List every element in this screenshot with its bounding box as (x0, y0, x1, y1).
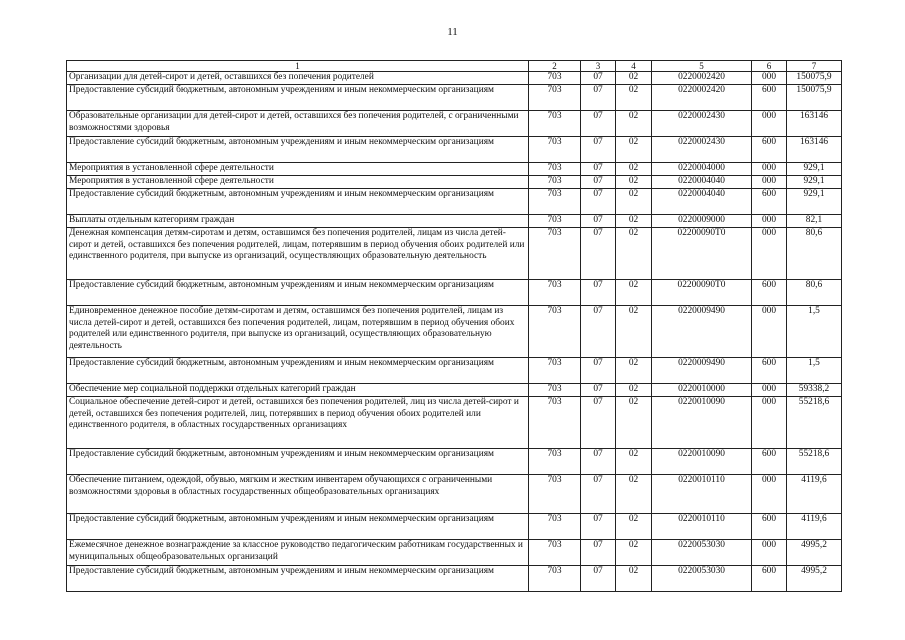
row-name-cell: Мероприятия в установленной сфере деятельности (67, 163, 529, 176)
row-col-6-cell: 000 (752, 176, 787, 189)
header-row (67, 61, 842, 72)
row-name-cell: Предоставление субсидий бюджетным, автономным учреждениям и иным некоммерческим организациям (67, 514, 529, 540)
table-row (67, 72, 842, 85)
header-col-1: 1 (67, 61, 529, 72)
row-col-5-cell: 0220010090 (652, 397, 752, 449)
row-col-3-cell: 07 (581, 85, 616, 111)
row-col-2-cell: 703 (529, 280, 581, 306)
row-col-7-cell: 55218,6 (787, 449, 842, 475)
row-col-3-cell: 07 (581, 540, 616, 566)
table-row (67, 176, 842, 189)
header-col-5: 5 (652, 61, 752, 72)
row-col-6-cell: 000 (752, 111, 787, 137)
row-name-cell: Образовательные организации для детей-сирот и детей, оставшихся без попечения родителей, с ограниченными возможностями здоровья (67, 111, 529, 137)
table-row (67, 163, 842, 176)
row-col-3-cell: 07 (581, 137, 616, 163)
row-name-cell: Предоставление субсидий бюджетным, автономным учреждениям и иным некоммерческим организациям (67, 280, 529, 306)
row-name-cell: Обеспечение мер социальной поддержки отдельных категорий граждан (67, 384, 529, 397)
row-col-6-cell: 600 (752, 137, 787, 163)
row-col-2-cell: 703 (529, 397, 581, 449)
row-col-4-cell: 02 (616, 280, 652, 306)
row-col-3-cell: 07 (581, 358, 616, 384)
row-col-6-cell: 600 (752, 514, 787, 540)
table-row (67, 215, 842, 228)
row-col-7-cell: 163146 (787, 137, 842, 163)
row-col-3-cell: 07 (581, 449, 616, 475)
row-col-7-cell: 150075,9 (787, 72, 842, 85)
row-name-cell: Предоставление субсидий бюджетным, автономным учреждениям и иным некоммерческим организациям (67, 449, 529, 475)
row-col-3-cell: 07 (581, 280, 616, 306)
row-col-7-cell: 55218,6 (787, 397, 842, 449)
row-col-2-cell: 703 (529, 137, 581, 163)
row-col-7-cell: 929,1 (787, 176, 842, 189)
row-col-4-cell: 02 (616, 85, 652, 111)
row-col-4-cell: 02 (616, 111, 652, 137)
header-col-4: 4 (616, 61, 652, 72)
row-col-5-cell: 0220010090 (652, 449, 752, 475)
row-col-5-cell: 0220009490 (652, 306, 752, 358)
table-row (67, 540, 842, 566)
row-col-4-cell: 02 (616, 72, 652, 85)
row-col-5-cell: 0220009000 (652, 215, 752, 228)
table-row (67, 306, 842, 358)
row-name-cell: Денежная компенсация детям-сиротам и детям, оставшимся без попечения родителей, лицам из числа детей-сирот и детей, оставшихся без попечения родителей, лицам, потерявшим в период обучения обоих родителей или единственного родителя, при выпуске из организаций, осуществляющих образовательную деятельность (67, 228, 529, 280)
row-col-2-cell: 703 (529, 514, 581, 540)
row-col-5-cell: 0220004040 (652, 189, 752, 215)
row-col-5-cell: 0220004040 (652, 176, 752, 189)
row-col-7-cell: 4995,2 (787, 540, 842, 566)
row-col-3-cell: 07 (581, 111, 616, 137)
row-col-7-cell: 163146 (787, 111, 842, 137)
row-col-5-cell: 0220002420 (652, 72, 752, 85)
row-col-7-cell: 80,6 (787, 280, 842, 306)
row-name-cell: Обеспечение питанием, одеждой, обувью, мягким и жестким инвентарем обучающихся с ограниченными возможностями здоровья в областных государственных общеобразовательных организациях (67, 475, 529, 514)
header-col-7: 7 (787, 61, 842, 72)
table-row (67, 85, 842, 111)
row-col-2-cell: 703 (529, 566, 581, 592)
row-col-7-cell: 4119,6 (787, 475, 842, 514)
row-col-3-cell: 07 (581, 72, 616, 85)
row-col-7-cell: 1,5 (787, 306, 842, 358)
row-name-cell: Предоставление субсидий бюджетным, автономным учреждениям и иным некоммерческим организациям (67, 358, 529, 384)
row-col-5-cell: 0220002430 (652, 137, 752, 163)
table-row (67, 280, 842, 306)
row-col-4-cell: 02 (616, 566, 652, 592)
row-name-cell: Выплаты отдельным категориям граждан (67, 215, 529, 228)
row-col-2-cell: 703 (529, 176, 581, 189)
row-col-7-cell: 929,1 (787, 163, 842, 176)
row-name-cell: Организации для детей-сирот и детей, оставшихся без попечения родителей (67, 72, 529, 85)
table-row (67, 358, 842, 384)
row-col-5-cell: 0220053030 (652, 540, 752, 566)
row-col-7-cell: 59338,2 (787, 384, 842, 397)
row-col-4-cell: 02 (616, 163, 652, 176)
row-col-4-cell: 02 (616, 540, 652, 566)
row-col-2-cell: 703 (529, 358, 581, 384)
row-col-4-cell: 02 (616, 384, 652, 397)
header-col-6: 6 (752, 61, 787, 72)
row-col-6-cell: 000 (752, 384, 787, 397)
page-number: 11 (447, 26, 458, 38)
row-col-5-cell: 02200090Т0 (652, 228, 752, 280)
row-col-5-cell: 0220002420 (652, 85, 752, 111)
row-col-4-cell: 02 (616, 189, 652, 215)
row-col-4-cell: 02 (616, 449, 652, 475)
table-row (67, 397, 842, 449)
row-col-3-cell: 07 (581, 163, 616, 176)
row-col-2-cell: 703 (529, 306, 581, 358)
row-col-2-cell: 703 (529, 85, 581, 111)
header-col-2: 2 (529, 61, 581, 72)
row-col-6-cell: 600 (752, 85, 787, 111)
row-col-7-cell: 4119,6 (787, 514, 842, 540)
row-col-7-cell: 82,1 (787, 215, 842, 228)
row-col-7-cell: 4995,2 (787, 566, 842, 592)
row-col-4-cell: 02 (616, 228, 652, 280)
row-col-6-cell: 600 (752, 566, 787, 592)
row-col-6-cell: 000 (752, 215, 787, 228)
row-col-4-cell: 02 (616, 176, 652, 189)
table-row (67, 449, 842, 475)
row-col-4-cell: 02 (616, 397, 652, 449)
row-name-cell: Единовременное денежное пособие детям-сиротам и детям, оставшимся без попечения родителей, лицам из числа детей-сирот и детей, оставшихся без попечения родителей, лицам, потерявшим в период обучения обоих родителей или единственного родителя, при выпуске из организаций, осуществляющих образовательную деятельность (67, 306, 529, 358)
row-col-5-cell: 0220010110 (652, 475, 752, 514)
budget-table (66, 60, 842, 592)
row-col-6-cell: 600 (752, 449, 787, 475)
row-col-6-cell: 000 (752, 397, 787, 449)
row-col-4-cell: 02 (616, 358, 652, 384)
row-col-7-cell: 80,6 (787, 228, 842, 280)
row-col-5-cell: 0220010110 (652, 514, 752, 540)
table-row (67, 566, 842, 592)
row-col-5-cell: 0220004000 (652, 163, 752, 176)
row-col-7-cell: 929,1 (787, 189, 842, 215)
row-col-6-cell: 000 (752, 228, 787, 280)
row-col-4-cell: 02 (616, 306, 652, 358)
row-col-3-cell: 07 (581, 397, 616, 449)
row-col-3-cell: 07 (581, 384, 616, 397)
row-col-4-cell: 02 (616, 215, 652, 228)
row-col-6-cell: 600 (752, 280, 787, 306)
row-col-3-cell: 07 (581, 176, 616, 189)
row-col-6-cell: 000 (752, 163, 787, 176)
row-col-6-cell: 600 (752, 358, 787, 384)
row-col-4-cell: 02 (616, 514, 652, 540)
row-col-2-cell: 703 (529, 72, 581, 85)
row-col-2-cell: 703 (529, 449, 581, 475)
row-col-3-cell: 07 (581, 306, 616, 358)
table-row (67, 228, 842, 280)
table-row (67, 111, 842, 137)
row-col-6-cell: 600 (752, 189, 787, 215)
row-col-5-cell: 0220009490 (652, 358, 752, 384)
row-col-5-cell: 0220053030 (652, 566, 752, 592)
row-name-cell: Предоставление субсидий бюджетным, автономным учреждениям и иным некоммерческим организациям (67, 137, 529, 163)
row-col-3-cell: 07 (581, 514, 616, 540)
row-col-6-cell: 000 (752, 540, 787, 566)
row-col-3-cell: 07 (581, 228, 616, 280)
header-col-3: 3 (581, 61, 616, 72)
table-row (67, 514, 842, 540)
row-name-cell: Предоставление субсидий бюджетным, автономным учреждениям и иным некоммерческим организациям (67, 189, 529, 215)
table-row (67, 189, 842, 215)
row-col-2-cell: 703 (529, 215, 581, 228)
row-col-6-cell: 000 (752, 72, 787, 85)
row-name-cell: Мероприятия в установленной сфере деятельности (67, 176, 529, 189)
row-col-4-cell: 02 (616, 475, 652, 514)
table-row (67, 137, 842, 163)
table-row (67, 384, 842, 397)
row-col-3-cell: 07 (581, 475, 616, 514)
row-col-5-cell: 0220010000 (652, 384, 752, 397)
row-col-2-cell: 703 (529, 228, 581, 280)
row-col-7-cell: 150075,9 (787, 85, 842, 111)
row-col-2-cell: 703 (529, 189, 581, 215)
table-row (67, 475, 842, 514)
row-name-cell: Предоставление субсидий бюджетным, автономным учреждениям и иным некоммерческим организациям (67, 566, 529, 592)
row-col-3-cell: 07 (581, 566, 616, 592)
row-col-5-cell: 0220002430 (652, 111, 752, 137)
row-col-3-cell: 07 (581, 189, 616, 215)
row-col-5-cell: 02200090Т0 (652, 280, 752, 306)
row-name-cell: Ежемесячное денежное вознаграждение за классное руководство педагогическим работникам государственных и муниципальных общеобразовательных организаций (67, 540, 529, 566)
row-col-7-cell: 1,5 (787, 358, 842, 384)
row-col-2-cell: 703 (529, 111, 581, 137)
row-col-6-cell: 000 (752, 306, 787, 358)
row-col-3-cell: 07 (581, 215, 616, 228)
row-col-2-cell: 703 (529, 384, 581, 397)
row-col-2-cell: 703 (529, 475, 581, 514)
row-name-cell: Предоставление субсидий бюджетным, автономным учреждениям и иным некоммерческим организациям (67, 85, 529, 111)
row-col-2-cell: 703 (529, 540, 581, 566)
row-col-4-cell: 02 (616, 137, 652, 163)
row-col-2-cell: 703 (529, 163, 581, 176)
table-body (67, 72, 842, 592)
row-name-cell: Социальное обеспечение детей-сирот и детей, оставшихся без попечения родителей, лиц из числа детей-сирот и детей, оставшихся без попечения родителей, лиц, потерявших в период обучения обоих родителей или единственного родителя, в областных государственных организациях (67, 397, 529, 449)
row-col-6-cell: 000 (752, 475, 787, 514)
